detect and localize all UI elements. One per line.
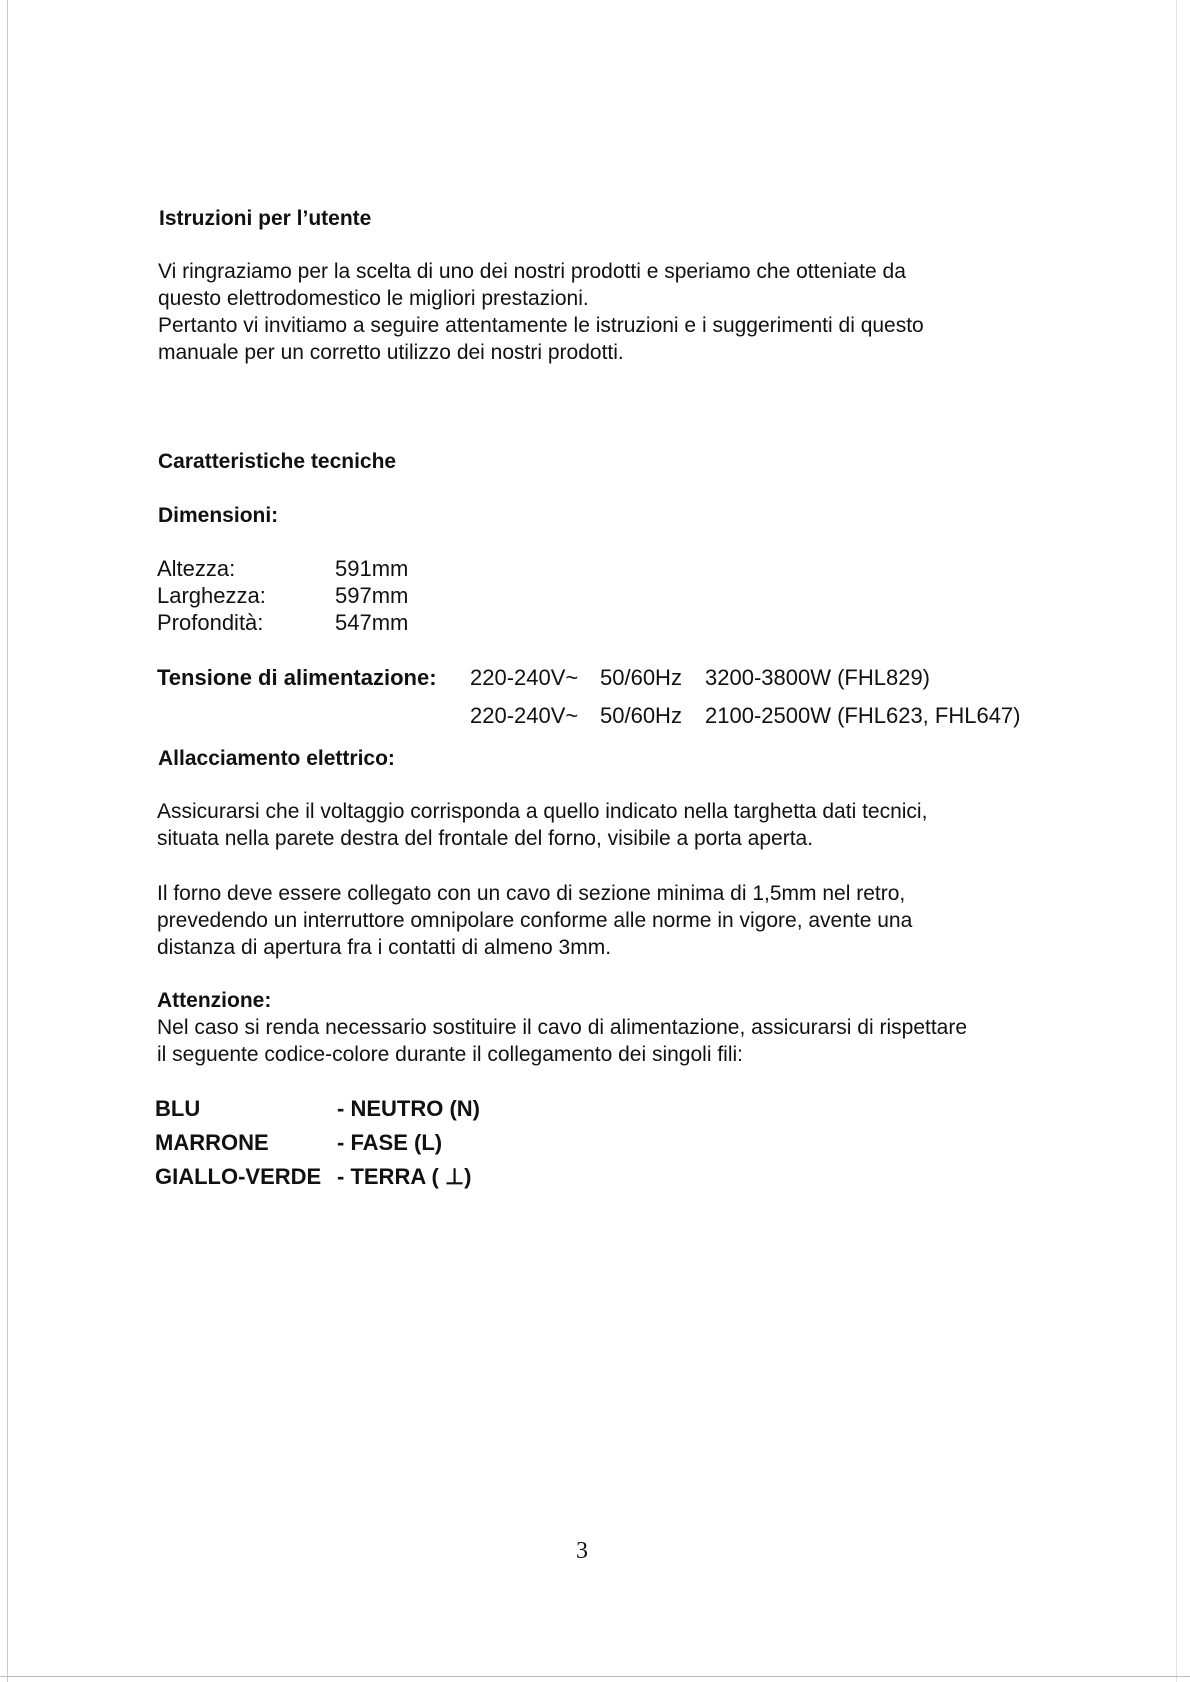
power-value: 3200-3800W (FHL829) <box>705 665 931 690</box>
dimension-label: Profondità: <box>157 610 264 635</box>
dimension-label: Larghezza: <box>157 583 266 608</box>
scan-edge-left <box>7 0 8 1682</box>
user-instructions-heading: Istruzioni per l’utente <box>159 207 372 230</box>
wire-function: - NEUTRO (N) <box>337 1096 480 1121</box>
electrical-paragraph-2 <box>157 880 912 961</box>
page-number: 3 <box>576 1538 588 1564</box>
voltage-value: 220-240V~ <box>470 665 579 690</box>
scan-edge-right <box>1176 0 1177 1682</box>
paragraph-line: Il forno deve essere collegato con un cavo di sezione minima di 1,5mm nel retro, <box>157 882 906 905</box>
wire-color: MARRONE <box>155 1130 269 1155</box>
intro-line: Vi ringraziamo per la scelta di uno dei nostri prodotti e speriamo che otteniate da <box>158 260 906 283</box>
intro-paragraph <box>158 258 924 366</box>
electrical-paragraph-1 <box>157 798 927 852</box>
wire-function: - TERRA ( ⊥) <box>337 1164 472 1189</box>
attention-paragraph <box>157 1014 967 1068</box>
intro-line: Pertanto vi invitiamo a seguire attentamente le istruzioni e i suggerimenti di questo <box>158 314 924 337</box>
voltage-value: 220-240V~ <box>470 703 579 728</box>
scan-edge-bottom <box>0 1676 1190 1677</box>
wire-row-phase <box>0 1129 1190 1159</box>
paragraph-line: distanza di apertura fra i contatti di almeno 3mm. <box>157 936 612 959</box>
dimension-value: 597mm <box>335 583 409 608</box>
dimension-row-width <box>157 582 408 609</box>
wire-color: GIALLO-VERDE <box>155 1164 322 1189</box>
dimension-row-depth <box>157 609 408 636</box>
frequency-value: 50/60Hz <box>600 703 682 728</box>
dimension-value: 547mm <box>335 610 409 635</box>
power-supply-row <box>0 664 1190 694</box>
power-supply-label: Tensione di alimentazione: <box>157 665 437 690</box>
wire-row-earth <box>0 1163 1190 1193</box>
frequency-value: 50/60Hz <box>600 665 682 690</box>
wire-function: - FASE (L) <box>337 1130 443 1155</box>
intro-line: manuale per un corretto utilizzo dei nostri prodotti. <box>158 341 624 364</box>
attention-heading: Attenzione: <box>157 989 272 1012</box>
wire-color: BLU <box>155 1096 201 1121</box>
dimension-row-height <box>157 555 408 582</box>
dimension-label: Altezza: <box>157 556 236 581</box>
paragraph-line: Assicurarsi che il voltaggio corrisponda a quello indicato nella targhetta dati tecnici, <box>157 800 928 823</box>
electrical-connection-heading: Allacciamento elettrico: <box>158 747 395 770</box>
paragraph-line: Nel caso si renda necessario sostituire il cavo di alimentazione, assicurarsi di rispettare <box>157 1016 968 1039</box>
paragraph-line: situata nella parete destra del frontale del forno, visibile a porta aperta. <box>157 827 814 850</box>
paragraph-line: il seguente codice-colore durante il collegamento dei singoli fili: <box>157 1043 744 1066</box>
paragraph-line: prevedendo un interruttore omnipolare conforme alle norme in vigore, avente una <box>157 909 913 932</box>
tech-specs-heading: Caratteristiche tecniche <box>158 450 397 473</box>
intro-line: questo elettrodomestico le migliori prestazioni. <box>158 287 589 310</box>
power-supply-row <box>0 702 1190 732</box>
wire-row-neutral <box>0 1095 1190 1125</box>
dimension-value: 591mm <box>335 556 409 581</box>
power-value: 2100-2500W (FHL623, FHL647) <box>705 703 1021 728</box>
dimensions-heading: Dimensioni: <box>158 504 279 527</box>
